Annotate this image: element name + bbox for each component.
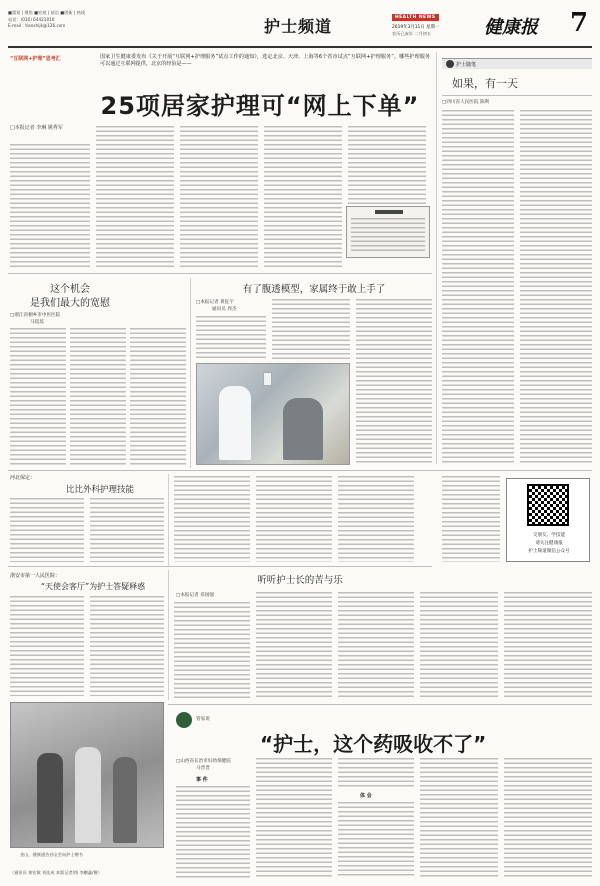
- qr-code-icon[interactable]: [527, 484, 569, 526]
- health-news-badge: HEALTH NEWS: [392, 14, 439, 21]
- masthead-contact-line-3: E-mail：tianshijk@126.com: [8, 23, 66, 28]
- medicine-col-3b: [338, 802, 414, 878]
- hospice-title: 有了腹透模型，家属终于敢上手了: [242, 284, 386, 295]
- main-story-col-4: [264, 126, 342, 269]
- medicine-col-5: [504, 758, 592, 878]
- section-rule-4: [168, 704, 592, 705]
- listen-divider: [168, 570, 169, 700]
- main-headline: 25项居家护理可“网上下单”: [100, 92, 420, 120]
- sidebar-title-rule: [442, 95, 592, 96]
- lead-paragraph: 国家卫生健康委发布《关于开展“互联网+护理服务”试点工作的通知》，选定北京、天津、上海等6个省市试点“互联网+护理服务”。哪些护理服务可以通过互联网提供，北京的经验是——: [100, 54, 430, 68]
- culture-byline-1: □浙江省桐乡市中医医院: [10, 313, 61, 318]
- sidebar-column-tag: [442, 58, 592, 69]
- medicine-col-2: [256, 758, 332, 878]
- sidebar-divider: [436, 52, 437, 464]
- shanghai-col-2: [90, 596, 164, 696]
- section-title: 护士频道: [264, 17, 333, 36]
- medicine-headline: “护士，这个药吸收不了”: [260, 732, 487, 756]
- hospice-col-3: [356, 299, 432, 465]
- hebei-title: 比比外科护理技能: [65, 485, 134, 495]
- promo-line-3: 护士频道微信公众号: [528, 549, 570, 554]
- main-story-col-2: [96, 126, 174, 269]
- culture-title-line-2: 是我们最大的宽慰: [30, 298, 110, 309]
- sidebar-title: 如果，有一天: [452, 77, 518, 90]
- editor-note-box: [346, 206, 430, 258]
- culture-byline-2: 马琰琰: [30, 320, 44, 325]
- hebei-col-4: [256, 476, 332, 562]
- photo-figure-patient: [283, 398, 323, 460]
- main-story-col-1: [10, 144, 90, 269]
- issue-date: 2019年3月11日 星期一: [392, 25, 440, 30]
- main-story-col-3: [180, 126, 258, 269]
- culture-col-2: [70, 328, 126, 465]
- photo-caption: 金山，健康通告孙宝会向护士赠书: [20, 852, 83, 857]
- photo-iv-bag: [263, 372, 272, 386]
- photo-person-1: [37, 753, 63, 843]
- medicine-col-4: [420, 758, 498, 878]
- culture-title-line-1: 这个机会: [50, 284, 90, 295]
- hospice-col-1: [196, 316, 266, 360]
- masthead-contact-line-2: 电话：(010) 64421010: [8, 17, 55, 22]
- editor-note-text: [351, 218, 425, 254]
- hebei-col-3: [174, 476, 250, 562]
- listen-col-3: [338, 592, 414, 700]
- sidebar-col-1: [442, 110, 514, 464]
- culture-col-3: [130, 328, 186, 465]
- hebei-col-5: [338, 476, 414, 562]
- medicine-byline-2: 马晋晋: [196, 766, 210, 771]
- masthead-contact-line-1: ■策划 | 聚焦 ■宏观 | 前沿 ■创新 | 热线: [8, 10, 86, 15]
- hebei-place: 河北保定：: [10, 475, 36, 481]
- listen-title: 听听护士长的苦与乐: [257, 575, 343, 586]
- page-number: 7: [570, 8, 589, 38]
- sidebar-lower-col: [442, 476, 500, 562]
- main-story-col-5: [348, 126, 426, 206]
- medicine-subhead-reflection: 体 会: [360, 793, 372, 799]
- listen-byline: □本报记者 邓国强: [176, 593, 214, 598]
- masthead: [8, 8, 592, 48]
- hospice-col-2: [272, 299, 350, 360]
- shanghai-place: 浙安市第一人民医院：: [10, 573, 61, 579]
- sidebar-column-tag-label: 护士随笔: [456, 62, 477, 68]
- main-story-byline: □本报记者 李琳 姚秀军: [10, 125, 63, 131]
- photo-person-3: [113, 757, 137, 843]
- medicine-column-icon: [176, 712, 192, 728]
- issue-lunar-date: 农历己亥年 二月初五: [392, 31, 432, 36]
- promo-line-1: 交朋友、学技能: [532, 533, 566, 538]
- section-rule-1: [8, 273, 432, 274]
- section-rule-3: [8, 566, 432, 567]
- hospice-byline-2: 通讯员 周杰: [212, 307, 237, 312]
- award-photo: [10, 702, 164, 848]
- newspaper-name: 健康报: [484, 17, 538, 38]
- sidebar-col-2: [520, 110, 592, 464]
- shanghai-col-1: [10, 596, 84, 696]
- hebei-divider: [168, 474, 169, 566]
- medicine-col-3: [338, 758, 414, 788]
- medicine-column-label: 管家说: [196, 717, 210, 722]
- sidebar-byline: □四川省人民医院 陈利: [442, 100, 490, 105]
- listen-col-1: [174, 602, 250, 700]
- photo-figure-nurse: [219, 386, 251, 460]
- hospice-photo: [196, 363, 350, 465]
- hebei-col-2: [90, 498, 164, 562]
- wechat-promo-box: [506, 478, 590, 562]
- pen-icon: [446, 60, 454, 68]
- promo-line-2: 请关注健康报: [535, 541, 563, 546]
- listen-col-4: [420, 592, 498, 700]
- medicine-col-1: [176, 786, 250, 878]
- listen-col-2: [256, 592, 332, 700]
- listen-col-5: [504, 592, 592, 700]
- photo-credit: （通讯员 黄宏敏 刘佳成 本版记者/图 李鹏鑫/摄）: [10, 870, 102, 875]
- section-rule-2: [8, 470, 592, 471]
- hebei-col-1: [10, 498, 84, 562]
- photo-person-2: [75, 747, 101, 843]
- medicine-subhead-event: 事 件: [196, 777, 208, 783]
- medicine-byline-1: □山西省长治市妇幼保健院: [176, 759, 231, 764]
- culture-divider: [190, 278, 191, 468]
- series-tag: “互联网+护理”思考汇: [10, 56, 61, 62]
- culture-col-1: [10, 328, 66, 465]
- masthead-rule: [8, 46, 592, 48]
- hospice-byline-1: □本报记者 黄征宇: [196, 300, 234, 305]
- shanghai-title: “天使会客厅”为护士答疑释惑: [40, 582, 146, 591]
- editor-note-heading: [375, 210, 403, 214]
